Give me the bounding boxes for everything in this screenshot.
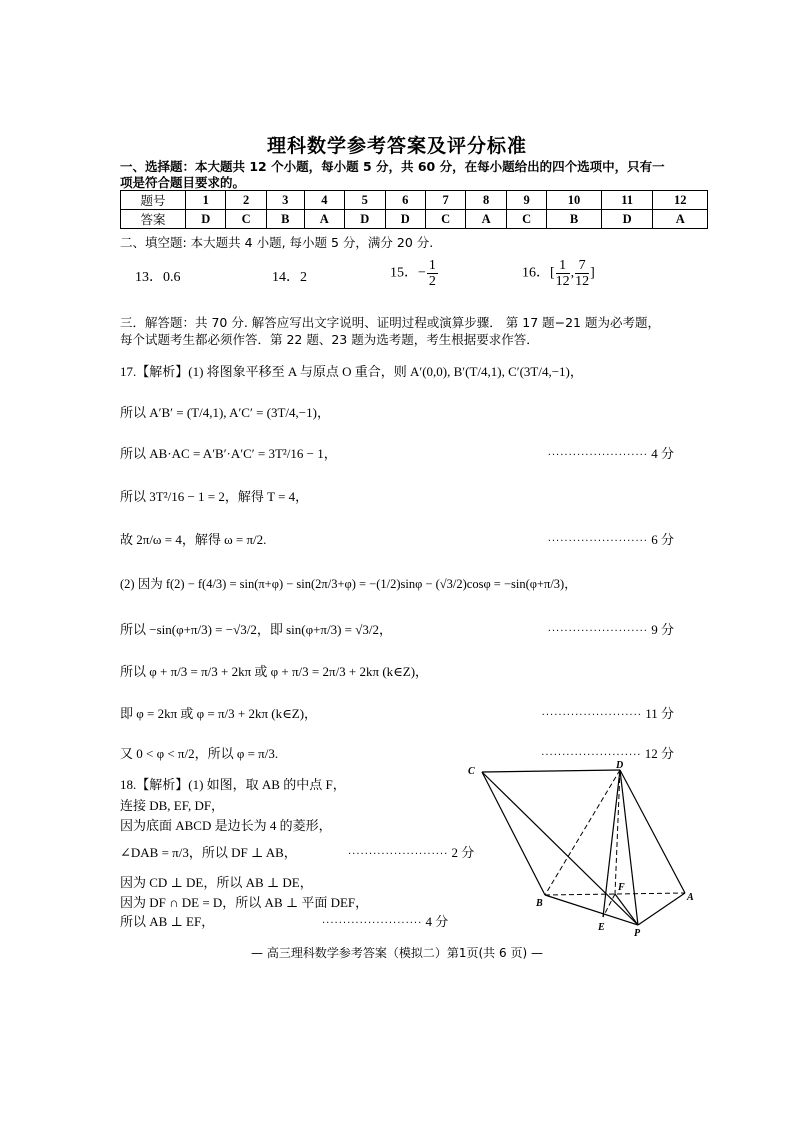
q17-line-10: 又 0 < φ < π/2，所以 φ = π/3. bbox=[120, 746, 279, 761]
answer-cell: B bbox=[547, 210, 601, 229]
score-mark: ························ 4 分 bbox=[322, 914, 449, 929]
q17-line-4: 所以 3T²/16 − 1 = 2，解得 T = 4， bbox=[120, 489, 309, 504]
edge-bp bbox=[545, 895, 638, 925]
question-number: 11 bbox=[601, 191, 653, 210]
question-number: 12 bbox=[653, 191, 708, 210]
q18-line-1: 18.【解析】(1) 如图，取 AB 的中点 F， bbox=[120, 777, 346, 792]
answer-cell: C bbox=[226, 210, 266, 229]
q17-line-8: 所以 φ + π/3 = π/3 + 2kπ 或 φ + π/3 = 2π/3 + 2kπ (k∈Z)， bbox=[120, 664, 429, 679]
answer-cell: C bbox=[506, 210, 546, 229]
score-mark: ························ 9 分 bbox=[547, 622, 674, 637]
page-footer: — 高三理科数学参考答案（模拟二）第1页(共 6 页) — bbox=[251, 946, 543, 960]
page-title: 理科数学参考答案及评分标准 bbox=[266, 135, 527, 157]
q18-line-7: 所以 AB ⊥ EF， bbox=[120, 914, 215, 929]
answer-cell: A bbox=[653, 210, 708, 229]
answer-cell: D bbox=[345, 210, 385, 229]
edge-da bbox=[620, 770, 685, 893]
q18-line-5: 因为 CD ⊥ DE，所以 AB ⊥ DE， bbox=[120, 875, 313, 890]
vertex-label: A bbox=[687, 892, 694, 903]
vertex-label: C bbox=[468, 766, 475, 777]
answer-cell: D bbox=[601, 210, 653, 229]
edge-cp bbox=[482, 772, 638, 925]
score-mark: ························ 6 分 bbox=[547, 532, 674, 547]
edge-ap bbox=[638, 893, 685, 925]
vertex-label: E bbox=[598, 922, 605, 933]
question-number: 4 bbox=[304, 191, 344, 210]
q18-line-2: 连接 DB, EF, DF， bbox=[120, 798, 225, 813]
fill-answer-13: 13．0.6 bbox=[135, 270, 181, 285]
fill-answer-15: 15．− $\frac{1}{2}$ bbox=[390, 258, 436, 289]
edge-db-hidden bbox=[545, 770, 620, 895]
answer-cell: B bbox=[266, 210, 304, 229]
score-mark: ························ 11 分 bbox=[541, 706, 674, 721]
q17-line-6: (2) 因为 f(2) − f(4/3) = sin(π+φ) − sin(2π/3+φ) = −(1/2)sinφ − (√3/2)cosφ = −sin(φ+π/3)， bbox=[120, 577, 577, 591]
table-row-answers bbox=[121, 210, 708, 229]
question-number: 10 bbox=[547, 191, 601, 210]
q17-line-2: 所以 A′B′ = (T/4,1), A′C′ = (3T/4,−1)， bbox=[120, 405, 330, 420]
section3-heading-cont: 每个试题考生都必须作答．第 22 题、23 题为选考题，考生根据要求作答． bbox=[120, 332, 539, 347]
answer-cell: C bbox=[425, 210, 465, 229]
q17-line-1: 17.【解析】(1) 将图象平移至 A 与原点 O 重合，则 A′(0,0), B′(T/4,1), C′(3T/4,−1)， bbox=[120, 364, 583, 379]
q18-line-6: 因为 DF ∩ DE = D，所以 AB ⊥ 平面 DEF， bbox=[120, 895, 369, 910]
section3-heading: 三．解答题：共 70 分. 解答应写出文字说明、证明过程或演算步骤． 第 17 题−21 题为必考题， bbox=[120, 315, 660, 330]
q17-line-7: 所以 −sin(φ+π/3) = −√3/2，即 sin(φ+π/3) = √3/2， bbox=[120, 622, 392, 637]
question-number: 5 bbox=[345, 191, 385, 210]
question-number: 2 bbox=[226, 191, 266, 210]
vertex-label: P bbox=[634, 928, 641, 939]
question-number: 6 bbox=[385, 191, 425, 210]
table-row-numbers bbox=[121, 191, 708, 210]
answer-cell: D bbox=[186, 210, 226, 229]
question-number: 3 bbox=[266, 191, 304, 210]
question-number: 1 bbox=[186, 191, 226, 210]
q18-line-4: ∠DAB = π/3，所以 DF ⊥ AB， bbox=[120, 845, 297, 860]
row-label-answer: 答案 bbox=[121, 210, 186, 229]
edge-cd bbox=[482, 770, 620, 772]
fill-answer-16: 16．[ $\frac{1}{12}$ , $\frac{7}{12}$ ] bbox=[522, 258, 595, 289]
question-number: 9 bbox=[506, 191, 546, 210]
question-number: 7 bbox=[425, 191, 465, 210]
vertex-label: B bbox=[536, 898, 543, 909]
q18-line-3: 因为底面 ABCD 是边长为 4 的菱形， bbox=[120, 818, 332, 833]
answer-table bbox=[120, 190, 708, 229]
score-mark: ························ 4 分 bbox=[547, 446, 674, 461]
score-mark: ························ 12 分 bbox=[541, 746, 674, 761]
row-label-number: 题号 bbox=[121, 191, 186, 210]
answer-cell: A bbox=[466, 210, 506, 229]
answer-cell: D bbox=[385, 210, 425, 229]
q17-line-3: 所以 AB·AC = A′B′·A′C′ = 3T²/16 − 1， bbox=[120, 446, 337, 461]
score-mark: ························ 2 分 bbox=[348, 845, 475, 860]
edge-dp bbox=[620, 770, 638, 925]
question-number: 8 bbox=[466, 191, 506, 210]
fill-answer-14: 14．2 bbox=[272, 270, 307, 285]
vertex-label: F bbox=[618, 882, 625, 893]
vertex-label: D bbox=[616, 760, 624, 771]
answer-cell: A bbox=[304, 210, 344, 229]
pyramid-figure bbox=[460, 760, 700, 940]
q17-line-5: 故 2π/ω = 4，解得 ω = π/2. bbox=[120, 532, 267, 547]
section1-heading-cont: 项是符合题目要求的。 bbox=[120, 175, 246, 190]
edge-cb bbox=[482, 772, 545, 895]
q17-line-9: 即 φ = 2kπ 或 φ = π/3 + 2kπ (k∈Z)， bbox=[120, 706, 318, 721]
section2-heading: 二、填空题: 本大题共 4 小题, 每小题 5 分，满分 20 分. bbox=[120, 235, 434, 250]
section1-heading: 一、选择题：本大题共 12 个小题，每小题 5 分，共 60 分，在每小题给出的四个选项中，只有一 bbox=[120, 159, 665, 174]
